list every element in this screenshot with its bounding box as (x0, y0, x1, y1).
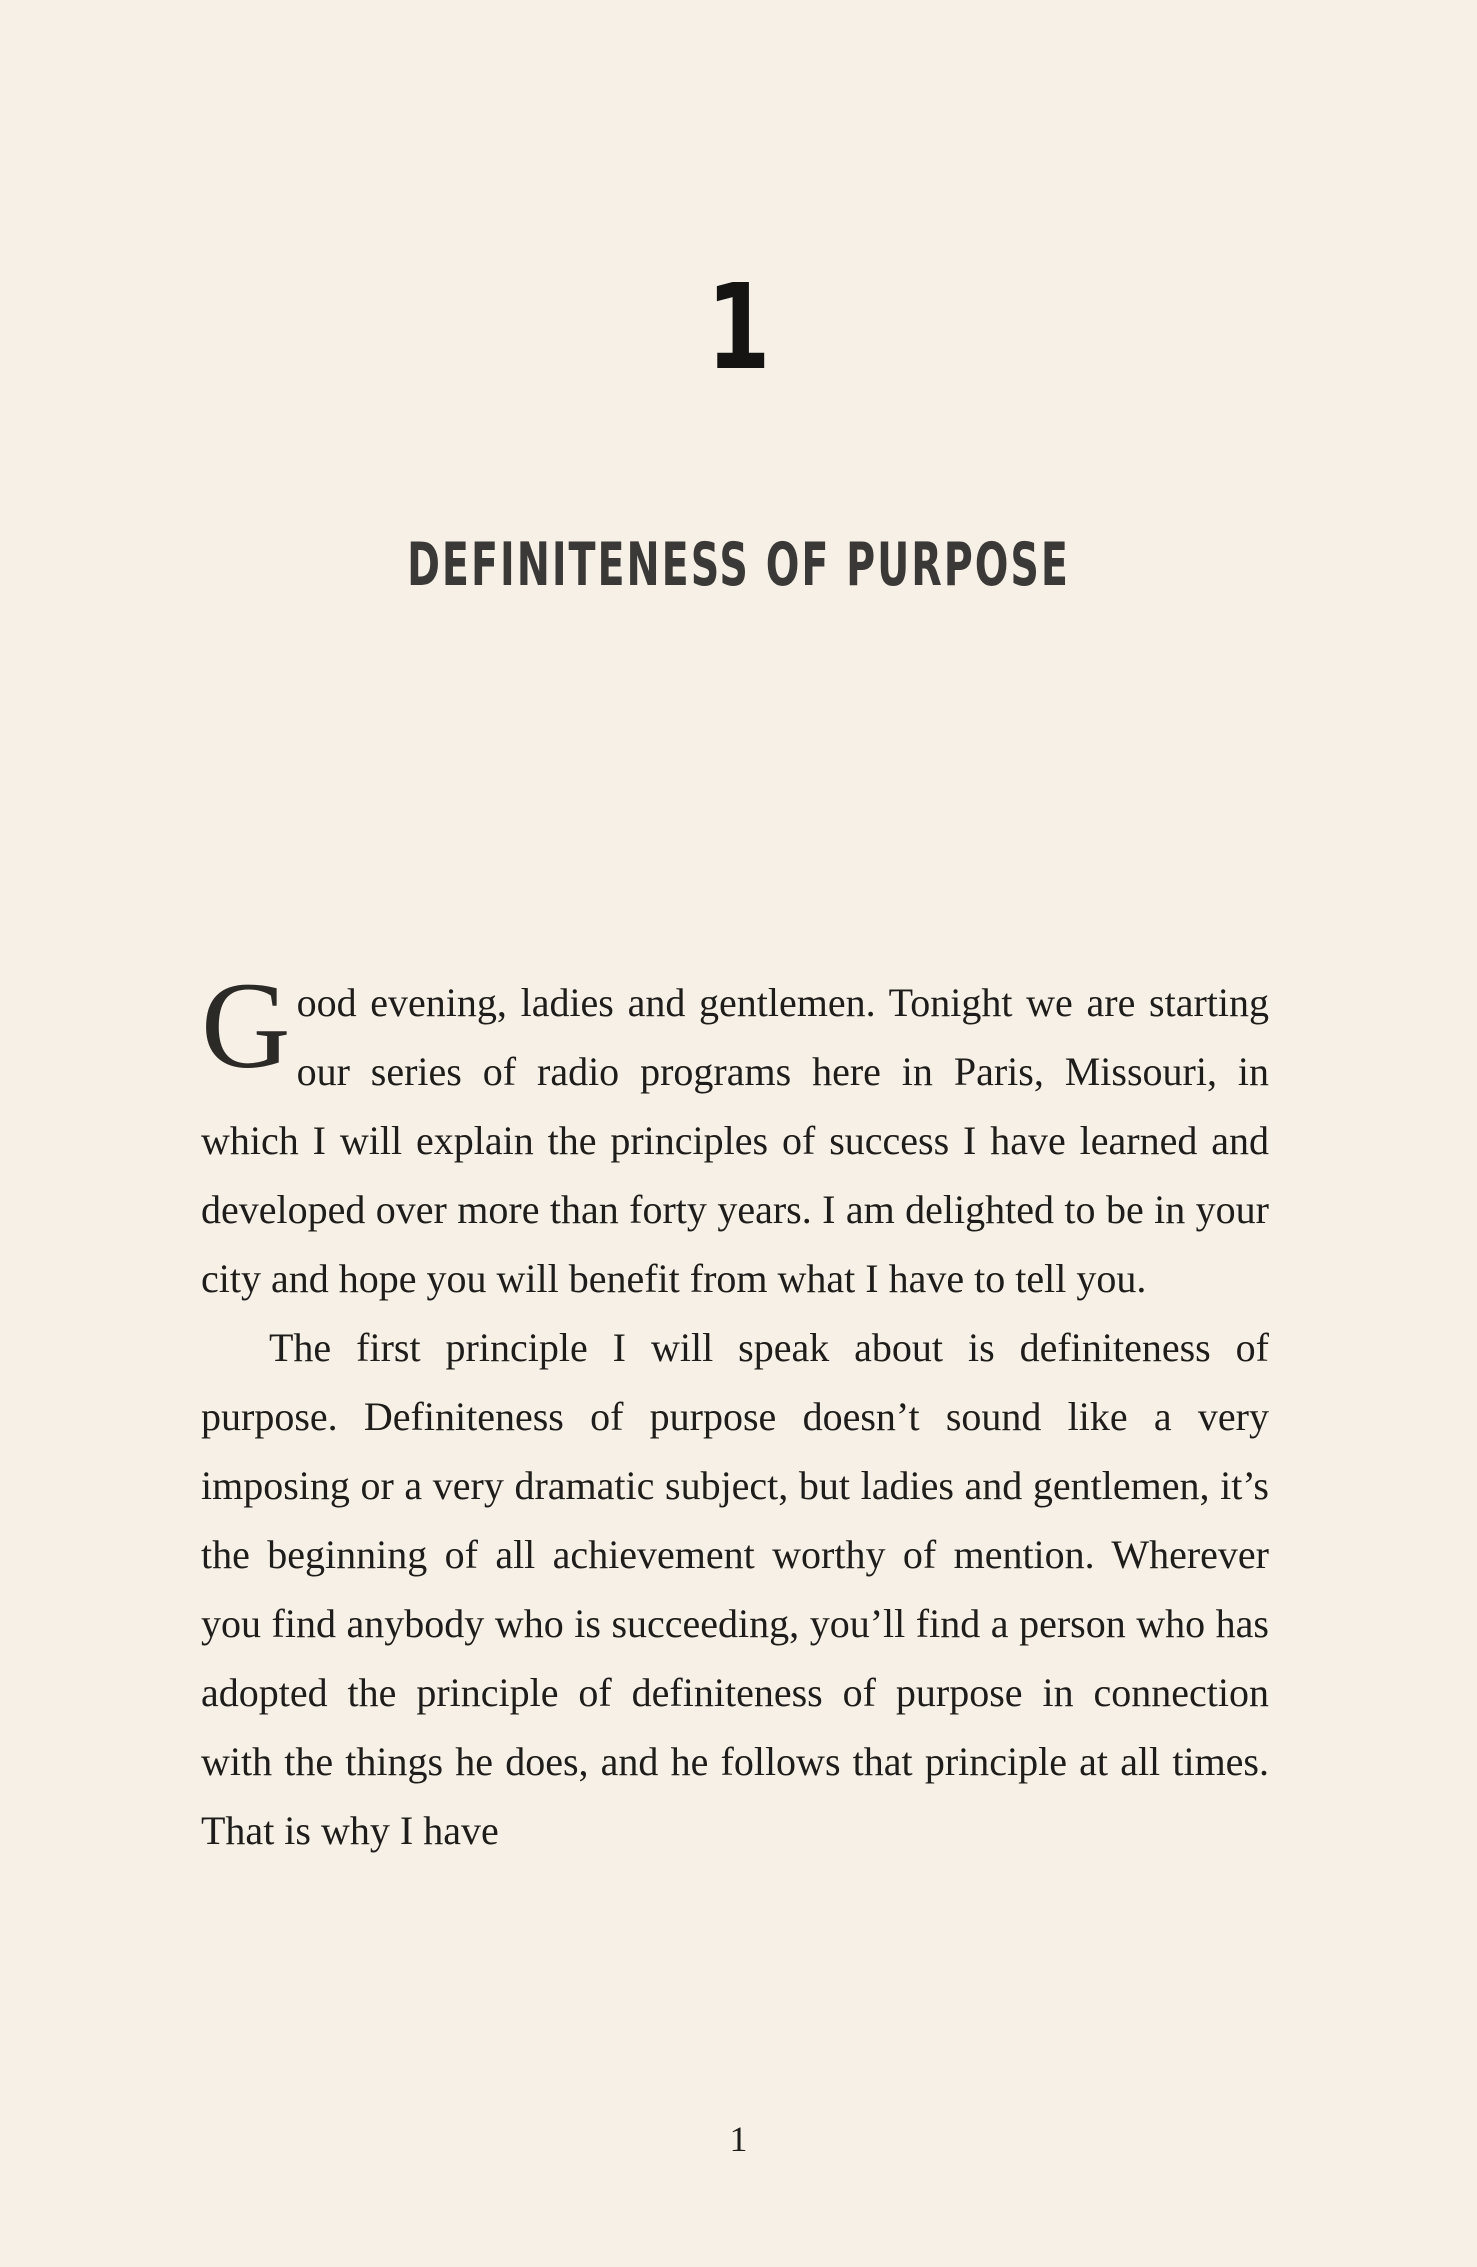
page-number: 1 (729, 2119, 748, 2159)
body-text (201, 957, 1269, 1865)
paragraph-2: The first principle I will speak about is definiteness of purpose. Definiteness of purpose doesn’t sound like a very imposing or a very dramatic subject, but ladies and gentlemen, it’s the beginning of all achievement worthy of mention. Wherever you find anybody who is succeeding, you’ll find a person who has adopted the principle of definiteness of purpose in connection with the things he does, and he follows that principle at all times. That is why I have (201, 1325, 1269, 1853)
chapter-title: DEFINITENESS OF PURPOSE (407, 530, 1070, 600)
chapter-number: 1 (706, 258, 771, 396)
drop-cap: G (201, 957, 291, 1094)
paragraph-1-text: ood evening, ladies and gentlemen. Tonight we are starting our series of radio programs here in Paris, Missouri, in which I will explain the principles of success I have learned and developed over more than forty years. I am delighted to be in your city and hope you will benefit from what I have to tell you. (201, 980, 1269, 1301)
paragraph-1 (201, 957, 1269, 1313)
